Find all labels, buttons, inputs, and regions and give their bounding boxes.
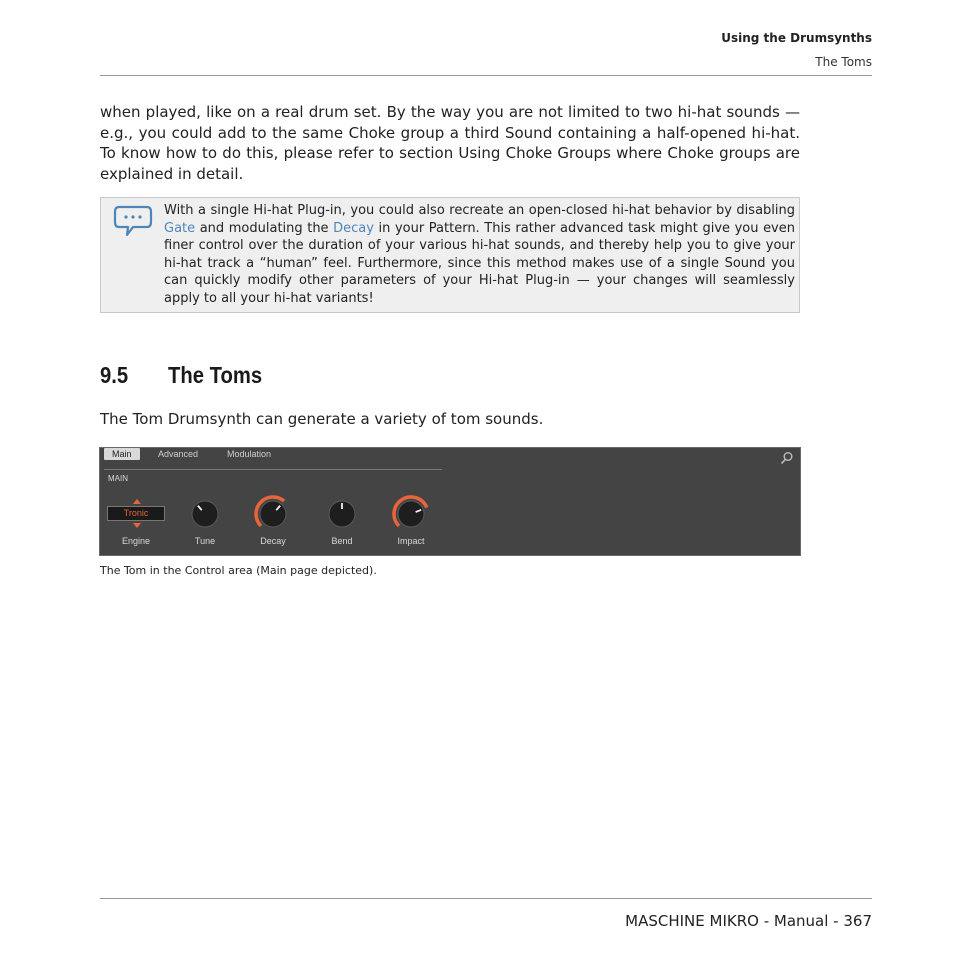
body-paragraph: when played, like on a real drum set. By the way you are not limited to two hi-hat sounds — e.g., you could add to the same Choke group a third Sound containing a half-opened hi-hat. To know how to do this, please refer to section Using Choke Groups where Choke groups are explained in detail.: [100, 103, 800, 183]
knob-body: [260, 501, 286, 527]
header-rule: [100, 75, 872, 76]
engine-up-arrow[interactable]: [133, 499, 141, 504]
engine-selector[interactable]: Tronic: [107, 506, 165, 521]
search-icon[interactable]: [780, 451, 794, 465]
running-header-section: Using the Drumsynths: [721, 31, 872, 45]
note-text: [164, 202, 795, 307]
footer-text: MASCHINE MIKRO - Manual - 367: [625, 912, 872, 930]
knob-body: [398, 501, 424, 527]
gate-link[interactable]: Gate: [164, 220, 196, 236]
control-panel-screenshot: [99, 447, 801, 556]
speech-bubble-icon: [113, 204, 153, 238]
note-text-part: in your Pattern. This rather advanced task might give you even finer control over the duration of your various hi-hat sounds, and thereby help you to give your hi-hat track a “human” feel. Furthermore, since this method makes use of a single Sound you can quickly modify other parameters of your Hi-hat Plug-in — your changes will seamlessly apply to all your hi-hat variants!: [164, 220, 795, 306]
bend-label: Bend: [331, 536, 353, 546]
section-number: 9.5: [100, 362, 129, 388]
tab-modulation[interactable]: Modulation: [227, 449, 272, 459]
note-text-part: and modulating the: [195, 220, 334, 236]
impact-knob[interactable]: [391, 494, 431, 534]
impact-label: Impact: [397, 536, 425, 546]
decay-link[interactable]: Decay: [333, 220, 374, 236]
tab-advanced[interactable]: Advanced: [158, 449, 199, 459]
footer-rule: [100, 898, 872, 899]
running-header-subsection: The Toms: [815, 55, 872, 69]
section-title: The Toms: [168, 362, 263, 388]
note-box: [100, 197, 800, 313]
decay-knob[interactable]: [253, 494, 293, 534]
note-text-part: With a single Hi-hat Plug-in, you could also recreate an open-closed hi-hat behavior by disabling: [164, 203, 795, 218]
decay-label: Decay: [260, 536, 286, 546]
bend-knob[interactable]: [322, 494, 362, 534]
engine-down-arrow[interactable]: [133, 523, 141, 528]
tune-label: Tune: [194, 536, 216, 546]
intro-text: The Tom Drumsynth can generate a variety of tom sounds.: [100, 410, 544, 428]
page-label: MAIN: [108, 474, 128, 483]
tab-rule: [104, 469, 442, 470]
engine-label: Engine: [121, 536, 151, 546]
tune-knob[interactable]: [185, 494, 225, 534]
knob-body: [192, 501, 218, 527]
figure-caption: The Tom in the Control area (Main page depicted).: [100, 564, 377, 577]
tab-main[interactable]: Main: [104, 448, 140, 460]
